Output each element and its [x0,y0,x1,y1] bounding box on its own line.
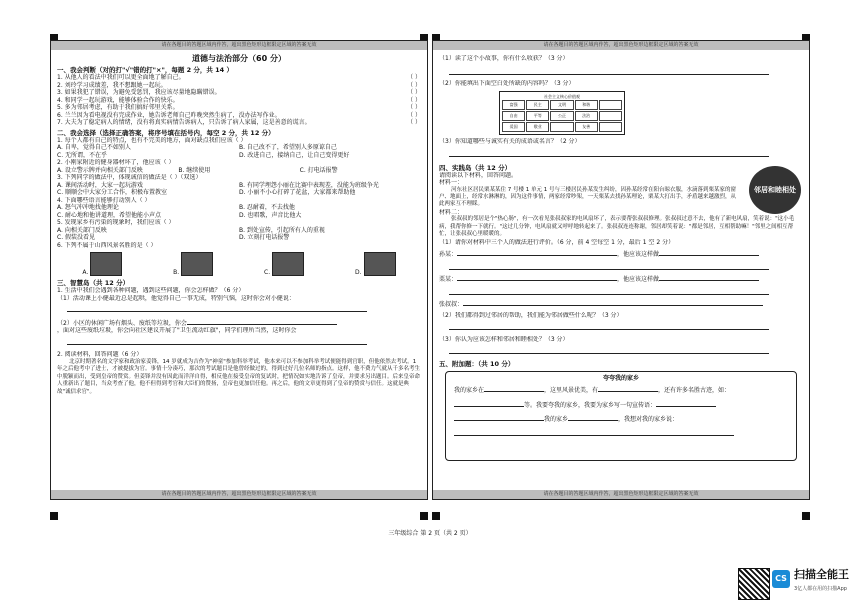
judge-item: 1. 从他人的看法中我们可以更全面地了解自己。 （ ） [57,74,421,82]
registration-mark [432,512,440,520]
table-cell: 自由 [502,111,525,121]
answer-line[interactable] [449,348,769,354]
evaluation-sun: 孙某： ，他应该这样做 [439,250,803,259]
page-footer: 三年级综合 第 2 页（共 2 页） [388,530,472,537]
scanner-brand: 扫描全能王 [794,568,849,581]
judge-item: 2. 刘玲学习成绩差，我不想跟她一起玩。 （ ） [57,81,421,89]
table-cell: 和谐 [575,100,598,110]
qr-code [738,568,770,600]
answer-line[interactable] [659,250,759,256]
answer-line[interactable] [598,386,658,392]
table-cell [599,100,622,110]
landmark-photo [272,252,304,276]
choice-options: A. 设立警示牌并向相关部门反映 B. 继续使用 C. 打电话报警 [57,166,338,174]
answer-zone-notice: 请在各题目的答题区域内作答，超出黑色矩形边框限定区域的答案无效 [51,490,427,499]
practice-question: （3）你认为应该怎样和邻居和睦相处？（3 分） [439,335,569,343]
choice-question: 6. 下列不属于山西风景名胜的是（ ） [57,241,157,249]
evaluation-zhang: 张叔叔： [439,300,803,309]
choice-question: 2. 小刚家附近的健身器材坏了，他应该（ ） [57,159,175,167]
wisdom-subquestion: （1）活动课上小健最近总是起哄，他觉得自己一事无成，特别气恼，这时你会对小健说： [57,294,295,302]
material-one-heading: 材料一： [439,179,464,187]
answer-line[interactable] [449,289,769,295]
registration-mark [420,512,428,520]
table-cell: 平等 [526,111,549,121]
section-title: 道德与法治部分（60 分） [192,54,286,63]
answer-line[interactable] [449,264,769,270]
judge-item: 6. 兰兰因为看电视没有完成作业，她告诉老师自己昨晚突然生病了，没办法写作业。 （ ） [57,111,421,119]
judge-item: 3. 如果我犯了错误，为避免受惩罚，我应该尽量地隐瞒错误。 （ ） [57,89,421,97]
judge-item: 7. 大夫为了稳定病人的情绪，没有将真实病情告诉病人，只告诉了病人家属，这是善意的谎言。 （ ） [57,119,421,127]
table-cell [599,111,622,121]
answer-zone-notice: 请在各题目的答题区域内作答，超出黑色矩形边框限定区域的答案无效 [433,41,809,50]
table-cell: 民主 [526,100,549,110]
choice-options: A. 课间活动时，大家一起玩游戏 B. 有同学埋怨小丽在比赛中表现差，没能为班级争光 [57,181,379,189]
answer-line[interactable] [454,415,544,421]
material-two-text: 张叔叔的邻居是个"热心肠"，有一次看见张叔叔家的电风扇坏了，表示要帮张叔叔修理。张叔叔过意不去，他有了新电风扇，笑着说："这小毛病，我帮你修一下就行。"这过几分钟，电风扇就又呼呼地转起来了。张叔叔连连称谢，邻居却笑着说："都是邻居，互相帮助嘛！"邻里之间相互帮忙，让张叔叔心里暖暖的。 [439,216,795,238]
choice-options: A. 自卑，觉得自己不如别人 B. 自己改不了，希望别人多原谅自己 [57,144,337,152]
answer-line[interactable] [449,324,769,330]
judge-item: 5. 多为邻居考虑，有助于我们搞好邻里关系。 （ ） [57,104,421,112]
judge-item: 4. 和同学一起玩游戏，能够体验合作的快乐。 （ ） [57,96,421,104]
reading-subquestion: （3）你知道哪些与诚实有关的成语或名言？（2 分） [439,137,581,145]
answer-line[interactable] [656,401,716,407]
hometown-scroll [445,371,797,461]
answer-zone-notice: 请在各题目的答题区域内作答，超出黑色矩形边框限定区域的答案无效 [433,490,809,499]
practice-question: （1）请你对材料中三个人的做法进行评价。（6 分，前 4 空每空 1 分，最后 1 空 2 分） [439,238,675,246]
scenery-option-a: A. [82,252,122,276]
scenery-option-c: C. [264,252,304,276]
evaluation-li: 栗某： ，他应该这样做 [439,275,803,284]
table-cell [550,122,573,132]
wisdom-subquestion: ，面对这些废纸垃圾，你会向社区建议开展了"卫生流动红旗"，同学们理所当然，这时你会 [57,327,297,335]
table-cell: 友善 [575,122,598,132]
choice-question: 1. 每个人都有自己的特点，也有不完美的地方，面对缺点我们应该（ ） [57,136,247,144]
table-cell: 爱国 [502,122,525,132]
choice-question: 4. 下面哪些语言能够打动别人（ ） [57,196,151,204]
scenery-option-b: B. [173,252,213,276]
choice-options: C. 顺顺会中大家分工合作，积极布置教室 D. 小丽不小心打碎了花盆，大家都来帮助他 [57,189,356,197]
judge-section-heading: 一、我会判断（对的打"√"错的打"×"，每题 2 分，共 14 ） [57,66,233,74]
wisdom-question: 1. 生活中我们会遇到各种问题，遇到这些问题，你会怎样做？（6 分） [57,287,245,295]
table-cell: 敬业 [526,122,549,132]
practice-intro: 请阅读以下材料，回答问题。 [439,171,518,179]
answer-line[interactable] [67,339,367,345]
reading-subquestion: （2）你能填出下面空白处所缺的内容吗？（3 分） [439,80,575,87]
practice-question: （2）我们都得到过邻居的帮助，我们能为邻居做些什么呢？（3 分） [439,311,623,319]
wisdom-section-heading: 三、智慧岛（共 12 分） [57,279,130,288]
answer-line[interactable] [568,415,618,421]
answer-zone-notice: 请在各题目的答题区域内作答，超出黑色矩形边框限定区域的答案无效 [51,41,427,50]
bonus-section-heading: 五、附加题：（共 10 分） [439,359,515,368]
landmark-photo [181,252,213,276]
answer-line[interactable] [463,300,763,306]
choice-options: C. 耐心地和他讲道理，希望他能小声点 D. 也唱歌，声音比他大 [57,211,302,219]
choice-question: 5. 发现家乡有污染的现象时，我们应该（ ） [57,219,175,227]
core-values-table: 社会主义核心价值观 富强 民主 文明 和谐 自由 平等 公正 法治 爱国 敬业 友善 [499,91,625,135]
table-cell: 富强 [502,100,525,110]
scenery-pictures [57,252,421,276]
neighbor-harmony-badge: 邻居和睦相处 [749,166,801,214]
table-cell [599,122,622,132]
choice-options: A. 怒气冲冲地找他理论 B. 忍耐着，不去找他 [57,204,295,212]
choice-options: C. 无所谓，不在乎 D. 改进自己，接纳自己，让自己变得更好 [57,151,350,159]
table-cell: 公正 [550,111,573,121]
scroll-title: 夸夸我的家乡 [602,374,639,382]
answer-line[interactable] [484,386,544,392]
registration-mark [50,512,58,520]
answer-line[interactable] [454,401,524,407]
practice-section-heading: 四、实践岛（共 12 分） [439,163,512,172]
choice-options: C. 假装没看见 D. 立刻打电话报警 [57,234,290,242]
registration-mark [802,512,810,520]
scanner-tagline: 3亿人都在用的扫描App [794,586,847,592]
answer-line[interactable] [457,275,617,281]
answer-line[interactable] [187,319,337,325]
hometown-line-3: 我的家乡 ，我想对我的家乡说： [454,415,788,424]
answer-line[interactable] [67,306,367,312]
material-one-text: 河东社区居民栗某某住 7 号楼 1 单元 1 号与三楼居民孙某发生纠纷，因孙某经常在阳台晾衣服，水滴落到栗某家的窗户、地面上，经常水淋淋的，因为这件事情，两家经常吵架，一天栗某去找孙某理论，栗某大打出手，矛盾越来越激烈，从此两家互不理睬。 [439,186,737,208]
answer-line[interactable] [449,151,769,157]
answer-line[interactable] [449,69,769,75]
landmark-photo [90,252,122,276]
right-answer-panel [432,40,810,500]
camscanner-logo-icon: CS [772,570,790,588]
table-cell: 文明 [550,100,573,110]
answer-line[interactable] [659,275,759,281]
landmark-photo [364,252,396,276]
answer-line[interactable] [454,430,734,436]
choice-question: 3. 下列同学的做法中，体现诚信的做法是（ ）（双选） [57,174,202,182]
table-cell: 法治 [575,111,598,121]
reading-subquestion: （1）读了这个小故事，你有什么收获？（3 分） [439,55,569,62]
scenery-option-d: D. [355,252,396,276]
left-answer-panel [50,40,428,500]
reading-passage: 北京时期著名的文学家和政治家姜锋，14 岁就成为吉作为"神童"参加科举考试，他本来可以不参加科举考试便能得到官职，但他依然去考试。1 年之后他考中了进士，才被提拔为官。事情十分凑巧，那次的考试题目是他曾经做过的，得到过好几位名师的指点。这样，他不费力气就从千多名考生中脱颖而出，受到皇帝的赞赏。但姜锋并没有因此而洋洋自得，相反他在接受皇帝的复试时，把情况如实地告诉了皇帝，并要求另出题目。后来皇帝命人重新出了题目，当众考查了他，他不但得到考官和大臣们的赞扬，皇帝也更加信任他。再之后，他的文章更得到了皇帝的赞赏与信任。这就是典故"诚信求官"。 [57,358,421,395]
hometown-line-1: 我的家乡在 ，这里风景优美，有 ，还有许多名胜古迹，如： [454,387,731,395]
choice-options: A. 向相关部门反映 B. 到处宣传，引起所有人的重视 [57,226,325,234]
material-two-heading: 材料二： [439,208,464,216]
answer-line[interactable] [457,250,617,256]
hometown-line-2: 等。我要夸我的家乡，我要为家乡写一句宣传语： [454,401,788,410]
reading-question: 2. 阅读材料，回答问题（6 分） [57,351,143,359]
choice-section-heading: 二、我会选择（选择正确答案，将序号填在括号内，每空 2 分，共 12 分） [57,128,275,137]
wisdom-subquestion: （2）小区的休闲广场有烟头、废纸等垃圾，你会 [57,319,421,328]
